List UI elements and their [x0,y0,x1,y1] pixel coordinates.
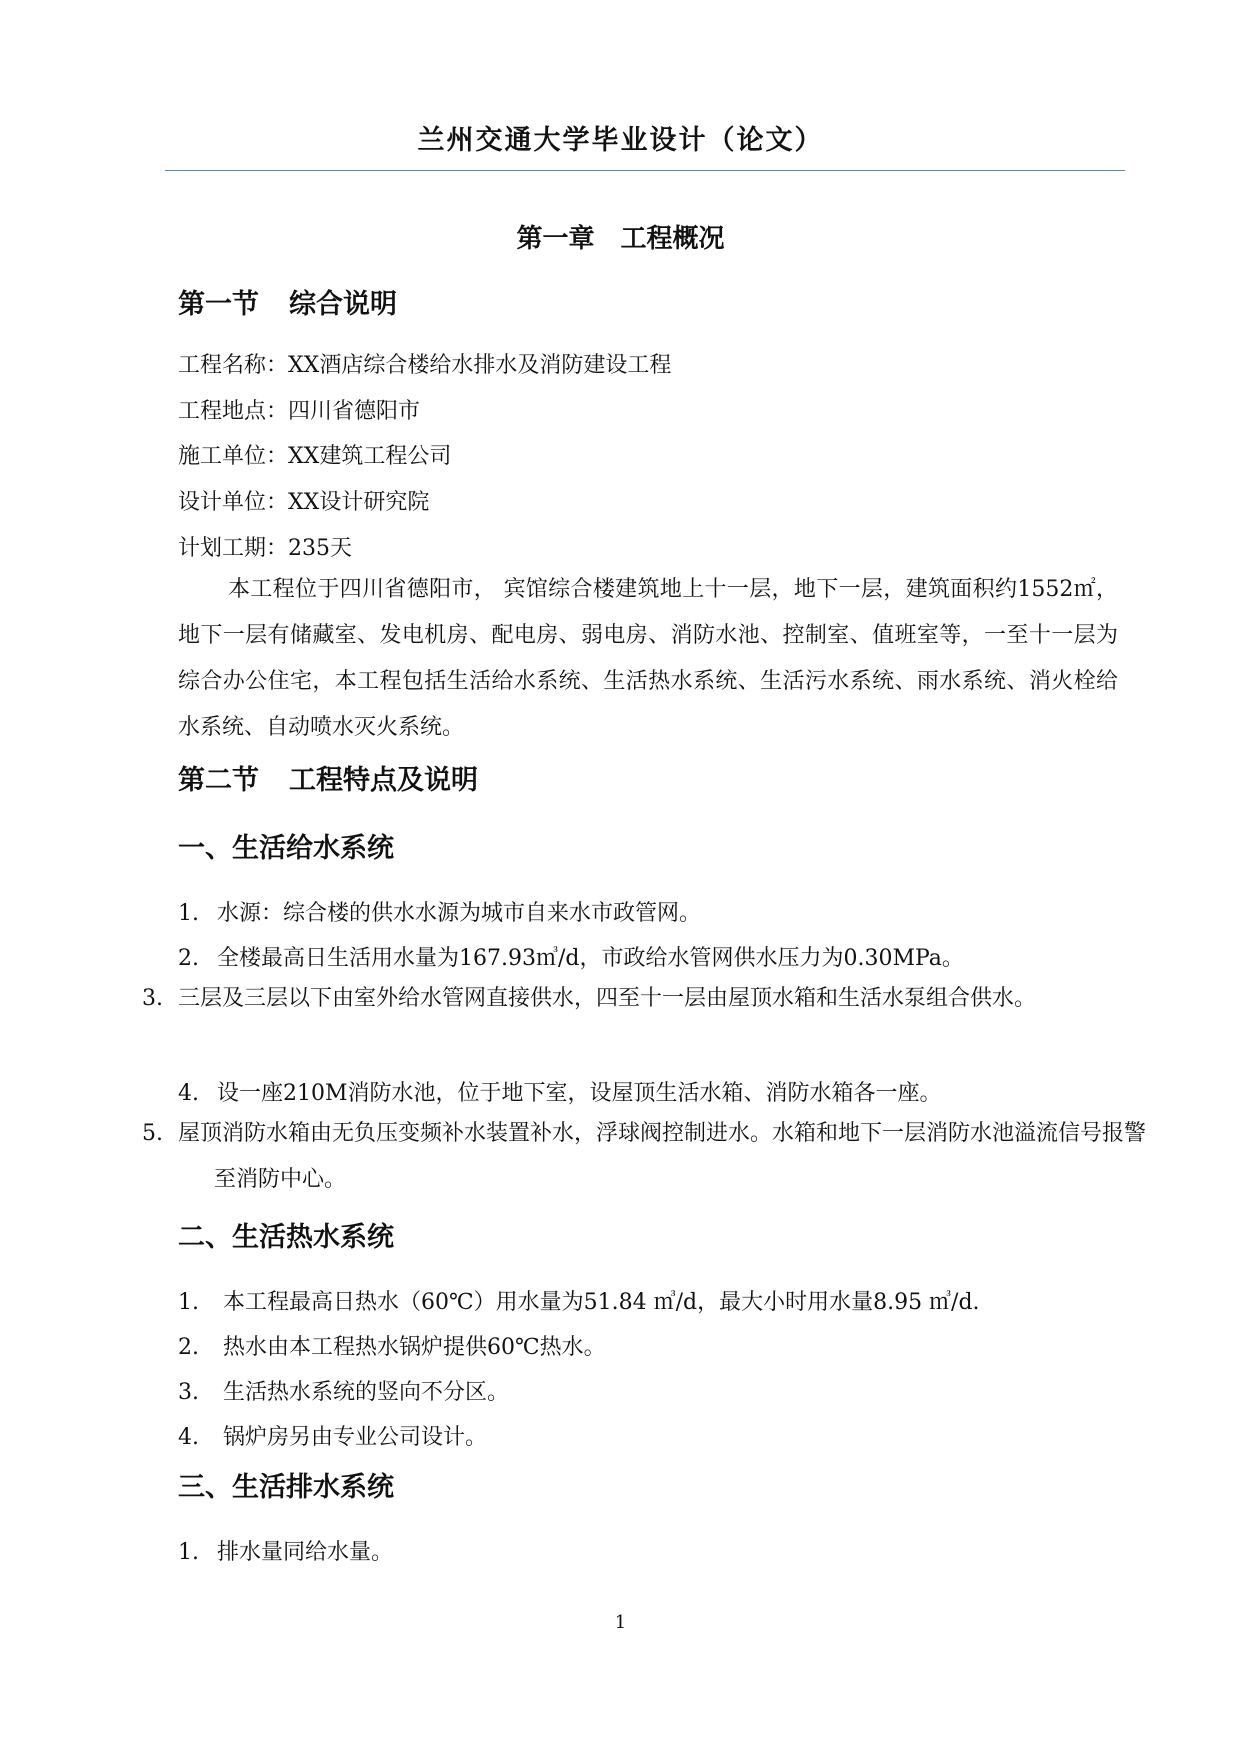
section-heading-2 [178,758,478,797]
list-item [178,1370,1118,1416]
page-number: 1 [614,1612,627,1633]
list-number: 4. [178,1081,199,1106]
subsection-heading-hot-water: 二、生活热水系统 [178,1222,394,1253]
list-item [178,891,1118,937]
list-text: 三层及三层以下由室外给水管网直接供水，四至十一层由屋顶水箱和生活水泵组合供水。 [178,986,1037,1011]
info-construction-unit: 施工单位：XX建筑工程公司 [178,444,452,469]
list-text: 排水量同给水量。 [217,1540,394,1565]
section-number: 第二节 [178,765,259,796]
header-divider [165,170,1125,171]
section-title: 综合说明 [289,289,397,320]
list-text: 生活热水系统的竖向不分区。 [223,1380,510,1405]
list-text: 锅炉房另由专业公司设计。 [223,1425,488,1450]
list-text: 本工程最高日热水（60℃）用水量为51.84 ㎥/d，最大小时用水量8.95 ㎥/d. [223,1290,980,1315]
info-schedule: 计划工期：235天 [178,536,352,561]
list-text: 水源：综合楼的供水水源为城市自来水市政管网。 [217,901,702,926]
list-number: 2. [178,1335,199,1360]
overview-paragraph: 本工程位于四川省德阳市， 宾馆综合楼建筑地上十一层，地下一层，建筑面积约1552㎡，地下一层有储藏室、发电机房、配电房、弱电房、消防水池、控制室、值班室等，一至十一层为综合办公住宅，本工程包括生活给水系统、生活热水系统、生活污水系统、雨水系统、消火栓给水系统、自动喷水灭火系统。 [178,577,1118,740]
chapter-title: 第一章 工程概况 [516,224,725,254]
subsection-heading-water-supply: 一、生活给水系统 [178,833,394,864]
page-header-title: 兰州交通大学毕业设计（论文） [417,125,824,156]
list-item: 3. 三层及三层以下由室外给水管网直接供水，四至十一层由屋顶水箱和生活水泵组合供水。 [142,986,1037,1011]
list-text: 热水由本工程热水锅炉提供60℃热水。 [223,1335,606,1360]
list-item: 5. 屋顶消防水箱由无负压变频补水装置补水，浮球阀控制进水。水箱和地下一层消防水池溢流信号报警至消防中心。 [142,1121,1147,1192]
list-text: 设一座210M消防水池，位于地下室，设屋顶生活水箱、消防水箱各一座。 [217,1081,942,1106]
subsection-heading-drainage: 三、生活排水系统 [178,1472,394,1503]
info-project-name: 工程名称：XX酒店综合楼给水排水及消防建设工程 [178,353,672,378]
section-number: 第一节 [178,289,259,320]
section-heading-1 [178,282,397,321]
list-text: 屋顶消防水箱由无负压变频补水装置补水，浮球阀控制进水。水箱和地下一层消防水池溢流信号报警至消防中心。 [178,1121,1147,1192]
list-item [178,1280,1118,1326]
info-project-location: 工程地点：四川省德阳市 [178,399,421,424]
list-number: 2. [178,946,199,971]
info-design-unit: 设计单位：XX设计研究院 [178,490,430,515]
section-title: 工程特点及说明 [289,765,478,796]
list-number: 1. [178,1540,199,1565]
list-number: 3. [178,1380,199,1405]
list-text: 全楼最高日生活用水量为167.93㎥/d，市政给水管网供水压力为0.30MPa。 [217,946,964,971]
list-number: 1. [178,1290,199,1315]
list-number: 1. [178,901,199,926]
list-number: 4. [178,1425,199,1450]
list-item [178,1325,1118,1371]
list-item [178,1530,1118,1576]
list-item [178,1415,1118,1461]
